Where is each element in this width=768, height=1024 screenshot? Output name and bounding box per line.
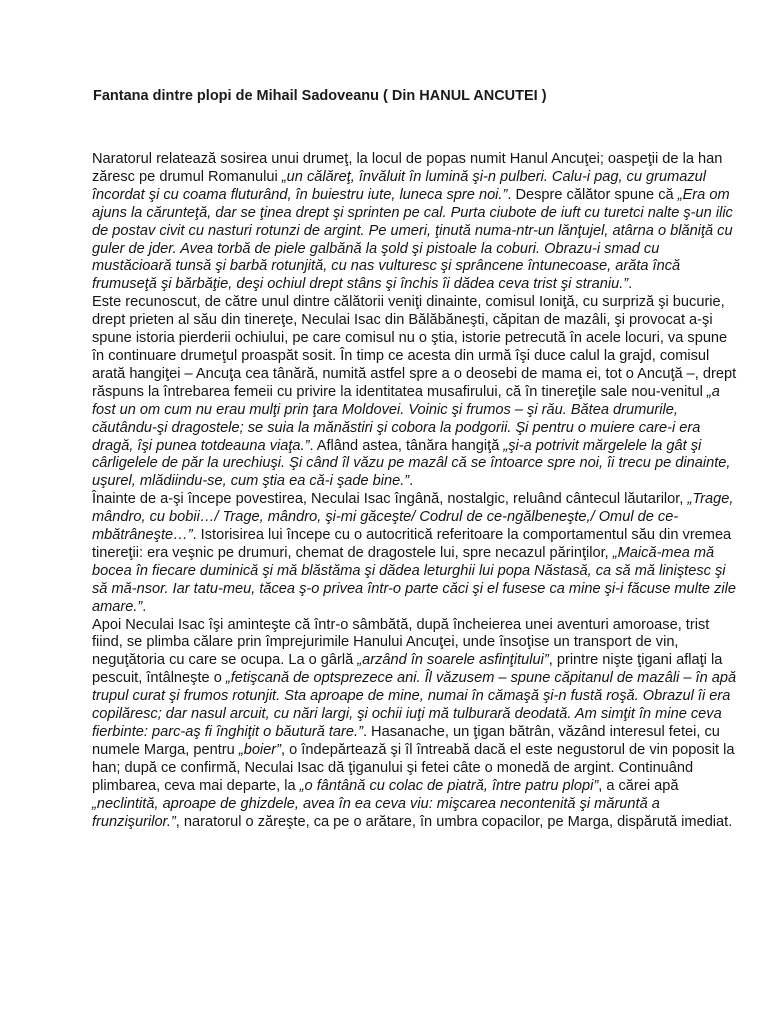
quote-segment: „Era om ajuns la cărunteţă, dar se ţinea drept şi sprinten pe cal. Purta ciubote de iuft cu turetci nalte ş-un ilic de postav civit cu nasturi rotunzi de argint. Pe umeri, ţinută numa-ntr-un lănţujel, atârna o blăniţă cu guler de jder. Avea torbă de piele galbănă la şold şi pistoale la coburi. Obrazu-i smad cu mustăcioară tunsă şi barbă rotunjită, cu nas vulturesc şi sprâncene întunecoase, arăta încă frumuseţă şi bărbăţie, deşi ochiul drept stâns şi închis îi dădea ceva trist şi straniu.” [92,186,733,293]
text-segment: . [628,276,633,293]
text-segment: , a cărei apă [598,777,679,794]
text-segment: . Aflând astea, tânăra hangiţă [309,437,504,454]
quote-segment: „şi-a potrivit mărgelele la gât şi cârligelele de păr la urechiuşi. Şi când îl văzu pe mazâl că se întoarce spre noi, îi trecu pe dinainte, uşurel, mlădiindu-se, cum ştia ea că-i şade bine.” [92,437,731,490]
quote-segment: „boier” [238,741,282,758]
quote-segment: „neclintită, aproape de ghizdele, avea în ea ceva viu: mişcarea necontenită şi măruntă a frunzişurilor.” [92,795,660,830]
text-segment: . Hasanache, un ţigan bătrân, văzând interesul fetei, cu numele Marga, pentru [92,724,720,758]
text-segment: , naratorul o zăreşte, ca pe o arătare, în umbra copacilor, pe Marga, dispărută imediat. [175,813,733,830]
text-segment: . [142,598,147,615]
document-body [92,151,738,831]
quote-segment: „arzând în soarele asfinţitului” [357,652,549,669]
paragraph [92,151,738,294]
text-segment: Este recunoscut, de către unul dintre călătorii veniţi dinainte, comisul Ioniţă, cu surpriză şi bucurie, drept prieten al său din tinereţe, Neculai Isac din Bălăbăneşti, căpitan de mazâli, şi provocat a-şi spune istoria pierderii ochiului, pe care comisul nu o ştia, istorie petrecută în acele locuri, va spune în continuare drumeţul proaspăt sosit. În timp ce acesta din urmă îşi duce calul la grajd, comisul arată hangiţei – Ancuţa cea tânără, numită astfel spre a o deosebi de mama ei, tot o Ancuţă –, drept răspuns la întrebarea femeii cu privire la identitatea musafirului, că în tinereţile sale nou-venitul [92,294,737,400]
quote-segment: „fetişcană de optsprezece ani. Îl văzusem – spune căpitanul de mazâli – în apă trupul curat şi frumos rotunjit. Sta aproape de mine, numai în cămaşă şi-n fustă roşă. Obrazul îi era copilăresc; dar nasul arcuit, cu nări largi, şi ochii iuţi mă tulburară deodată. Am simţit în mine ceva fierbinte: parc-aş fi înghiţit o băutură tare.” [92,670,737,740]
paragraph [92,294,738,491]
quote-segment: „o fântână cu colac de piatră, între patru plopi” [299,777,599,794]
paragraph [92,617,738,832]
paragraph [92,491,738,616]
text-segment: Înainte de a-şi începe povestirea, Neculai Isac îngână, nostalgic, reluând cântecul lăutarilor, [92,491,688,508]
text-segment: , o îndepărtează şi îl întreabă dacă el este negustorul de vin poposit la han; după ce confirmă, Neculai Isac dă ţiganului şi fetei câte o monedă de argint. Continuând plimbarea, ceva mai departe, la [92,741,735,794]
text-segment: Apoi Neculai Isac îşi aminteşte că într-o sâmbătă, după încheierea unei aventuri amoroase, trist fiind, se plimba călare prin împrejurimile Hanului Ancuţei, unde însoţise un transport de vin, neguţătoria cu care se ocupa. La o gârlă [92,616,710,669]
text-segment: Naratorul relatează sosirea unui drumeţ, la locul de popas numit Hanul Ancuţei; oaspeţii de la han zăresc pe drumul Romanului [92,151,723,185]
quote-segment: „un călăreţ, învăluit în lumină şi-n pulberi. Calu-i pag, cu grumazul încordat şi cu coama fluturând, în buiestru iute, luneca spre noi.” [92,168,707,203]
text-segment: . Despre călător spune că [507,186,678,203]
text-segment: , printre nişte ţigani aflaţi la pescuit, întâlneşte o [92,652,723,687]
quote-segment: „a fost un om cum nu erau mulţi prin ţara Moldovei. Voinic şi frumos – şi rău. Bătea drumurile, căutându-şi dragostele; se suia la mănăstiri şi cobora la podgorii. Şi pentru o muiere care-i era dragă, îşi punea totdeauna viaţa.” [92,383,720,454]
document-title: Fantana dintre plopi de Mihail Sadoveanu ( Din HANUL ANCUTEI ) [93,88,547,104]
text-segment: . Istorisirea lui începe cu o autocritică referitoare la comportamentul său din vremea tinereţii: era veşnic pe drumuri, chemat de dragostele lui, spre necazul părinţilor, [92,527,732,561]
quote-segment: „Maică-mea mă bocea în fiecare duminică şi mă blăstăma şi dădea leturghii lui popa Năstasă, ca să mă liniştesc şi să mă-nsor. Iar tatu-meu, tăcea ş-o privea într-o parte căci şi el fusese ca mine şi-i făcuse multe zile amare.” [92,544,737,615]
text-segment: . [409,473,414,490]
quote-segment: „Trage, mândro, cu bobii…/ Trage, mândro, şi-mi găceşte/ Codrul de ce-ngălbeneşte,/ Omul de ce-mbătrâneşte…” [92,491,734,544]
